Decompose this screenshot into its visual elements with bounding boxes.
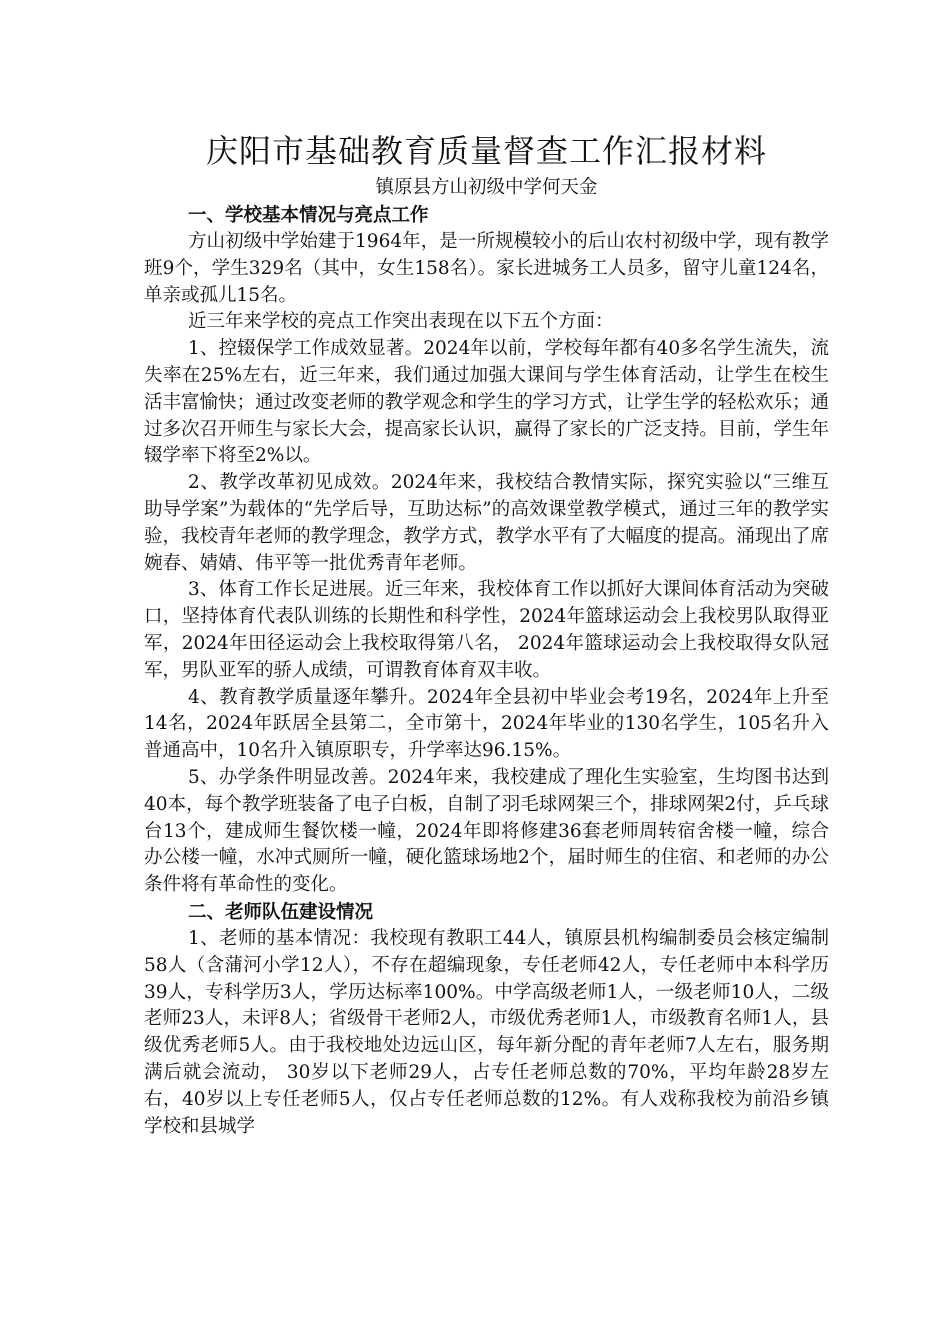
paragraph: 1、控辍保学工作成效显著。2024年以前，学校每年都有40多名学生流失，流失率在25%左右，近三年来，我们通过加强大课间与学生体育活动，让学生在校生活丰富愉快；通过改变老师的教学观念和学生的学习方式，让学生学的轻松欢乐；通过多次召开师生与家长大会，提高家长认识，赢得了家长的广泛支持。目前，学生年辍学率下将至2%以。 xyxy=(144,338,829,467)
section-heading-1: 一、学校基本情况与亮点工作 xyxy=(188,205,429,226)
paragraph: 1、老师的基本情况：我校现有教职工44人，镇原县机构编制委员会核定编制58人（含蒲河小学12人），不存在超编现象，专任老师42人，专任老师中本科学历39人，专科学历3人，学历达标率100%。中学高级老师1人，一级老师10人，二级老师23人，未评8人；省级骨干老师2人，市级优秀老师1人，市级教育名师1人，县级优秀老师5人。由于我校地处边远山区，每年新分配的青年老师7人左右，服务期满后就会流动， 30岁以下老师29人，占专任老师总数的70%，平均年龄28岁左右，40岁以上专任老师5人，仅占专任老师总数的12%。有人戏称我校为前沿乡镇学校和县城学 xyxy=(144,927,829,1137)
paragraph: 5、办学条件明显改善。2024年来，我校建成了理化生实验室，生均图书达到40本，每个教学班装备了电子白板，自制了羽毛球网架三个，排球网架2付，乒乓球台13个，建成师生餐饮楼一幢，2024年即将修建36套老师周转宿舍楼一幢，综合办公楼一幢，水冲式厕所一幢，硬化篮球场地2个，届时师生的住宿、和老师的办公条件将有革命性的变化。 xyxy=(144,766,829,896)
author-line: 镇原县方山初级中学何天金 xyxy=(375,177,598,198)
document-title: 庆阳市基础教育质量督查工作汇报材料 xyxy=(205,132,767,170)
section-heading-2: 二、老师队伍建设情况 xyxy=(188,901,374,923)
document-page xyxy=(144,128,829,1140)
paragraph: 近三年来学校的亮点工作突出表现在以下五个方面： xyxy=(188,311,614,333)
paragraph: 2、教学改革初见成效。2024年来，我校结合教情实际，探究实验以“三维互助导学案”为载体的“先学后导，互助达标”的高效课堂教学模式，通过三年的教学实验，我校青年老师的教学理念，教学方式，教学水平有了大幅度的提高。涌现出了席婉春、婧婧、伟平等一批优秀青年老师。 xyxy=(144,472,829,574)
paragraph: 3、体育工作长足进展。近三年来，我校体育工作以抓好大课间体育活动为突破口，坚持体育代表队训练的长期性和科学性，2024年篮球运动会上我校男队取得亚军，2024年田径运动会上我校取得第八名， 2024年篮球运动会上我校取得女队冠军，男队亚军的骄人成绩，可谓教育体育双丰收。 xyxy=(144,579,829,681)
paragraph: 方山初级中学始建于1964年，是一所规模较小的后山农村初级中学，现有教学班9个，学生329名（其中，女生158名）。家长进城务工人员多，留守儿童124名，单亲或孤儿15名。 xyxy=(144,231,829,306)
paragraph: 4、教育教学质量逐年攀升。2024年全县初中毕业会考19名，2024年上升至14名，2024年跃居全县第二，全市第十，2024年毕业的130名学生，105名升入普通高中，10名升入镇原职专，升学率达96.15%。 xyxy=(144,686,829,762)
